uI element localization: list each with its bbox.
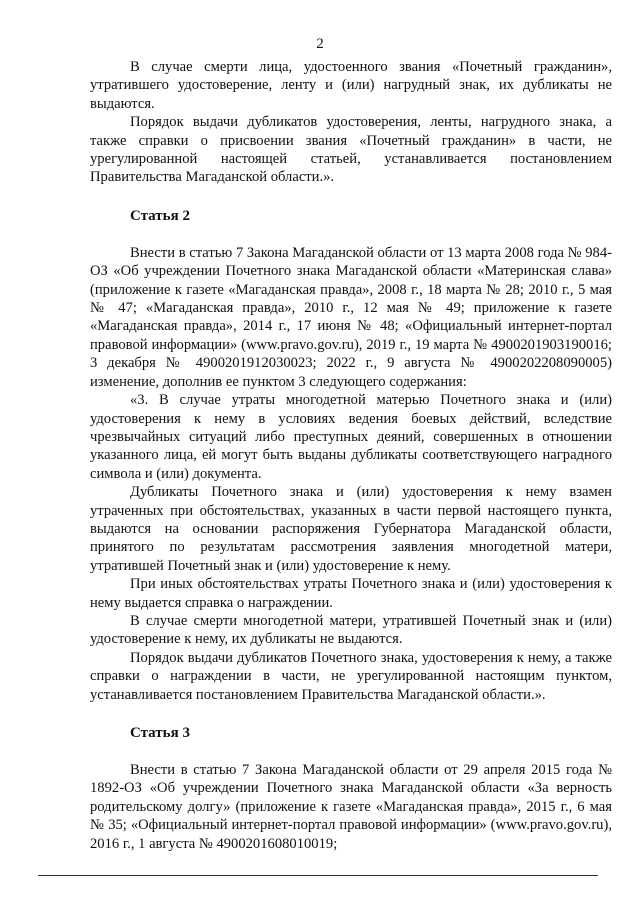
paragraph: Внести в статью 7 Закона Магаданской области от 13 марта 2008 года № 984-ОЗ «Об учреждении Почетного знака Магаданской области «Материнская слава» (приложение к газете «Магаданская правда», 2008 г., 18 марта № 28; 2010 г., 5 мая № 47; «Магаданская правда», 2010 г., 12 мая № 49; приложение к газете «Магаданская правда», 2014 г., 17 июня № 48; «Официальный интернет-портал правовой информации» (www.pravo.gov.ru), 2019 г., 19 марта № 4900201903190016; 3 декабря № 4900201912030023; 2022 г., 9 августа № 4900202208090005) изменение, дополнив ее пунктом 3 следующего содержания:	[90, 244, 612, 390]
document-body	[90, 58, 612, 853]
page-number: 2	[316, 36, 324, 52]
paragraph: Порядок выдачи дубликатов удостоверения, ленты, нагрудного знака, а также справки о присвоении звания «Почетный гражданин» в части, не урегулированной настоящей статьей, устанавливается постановлением Правительства Магаданской области.».	[90, 114, 612, 186]
paragraph: Порядок выдачи дубликатов Почетного знака, удостоверения к нему, а также справки о награждении в части, не урегулированной настоящим пунктом, устанавливается постановлением Правительства Магаданской области.».	[90, 649, 612, 703]
paragraph: «3. В случае утраты многодетной матерью Почетного знака и (или) удостоверения к нему в условиях ведения боевых действий, вследствие чрезвычайных ситуаций либо преступных деяний, совершенных в отношении указанного лица, ей могут быть выданы дубликаты соответствующего наградного символа и (или) документа.	[90, 392, 612, 482]
page-bottom-rule	[38, 875, 598, 876]
article-2-title: Статья 2	[130, 207, 190, 224]
paragraph: В случае смерти многодетной матери, утратившей Почетный знак и (или) удостоверение к нему, их дубликаты не выдаются.	[90, 612, 612, 648]
paragraph: Внести в статью 7 Закона Магаданской области от 29 апреля 2015 года № 1892-ОЗ «Об учреждении Почетного знака Магаданской области «За верность родительскому долгу» (приложение к газете «Магаданская правда», 2015 г., 6 мая № 35; «Официальный интернет-портал правовой информации» (www.pravo.gov.ru), 2016 г., 1 августа № 4900201608010019;	[90, 762, 612, 852]
paragraph: При иных обстоятельствах утраты Почетного знака и (или) удостоверения к нему выдается справка о награждении.	[90, 576, 612, 611]
paragraph: В случае смерти лица, удостоенного звания «Почетный гражданин», утратившего удостоверение, ленту и (или) нагрудный знак, их дубликаты не выдаются.	[90, 59, 612, 112]
article-3-title: Статья 3	[130, 725, 190, 741]
paragraph: Дубликаты Почетного знака и (или) удостоверения к нему взамен утраченных при обстоятельствах, указанных в части первой настоящего пункта, выдаются на основании распоряжения Губернатора Магаданской области, принятого по результатам рассмотрения заявления многодетной матери, утратившей Почетный знак и (или) удостоверение к нему.	[90, 484, 612, 574]
